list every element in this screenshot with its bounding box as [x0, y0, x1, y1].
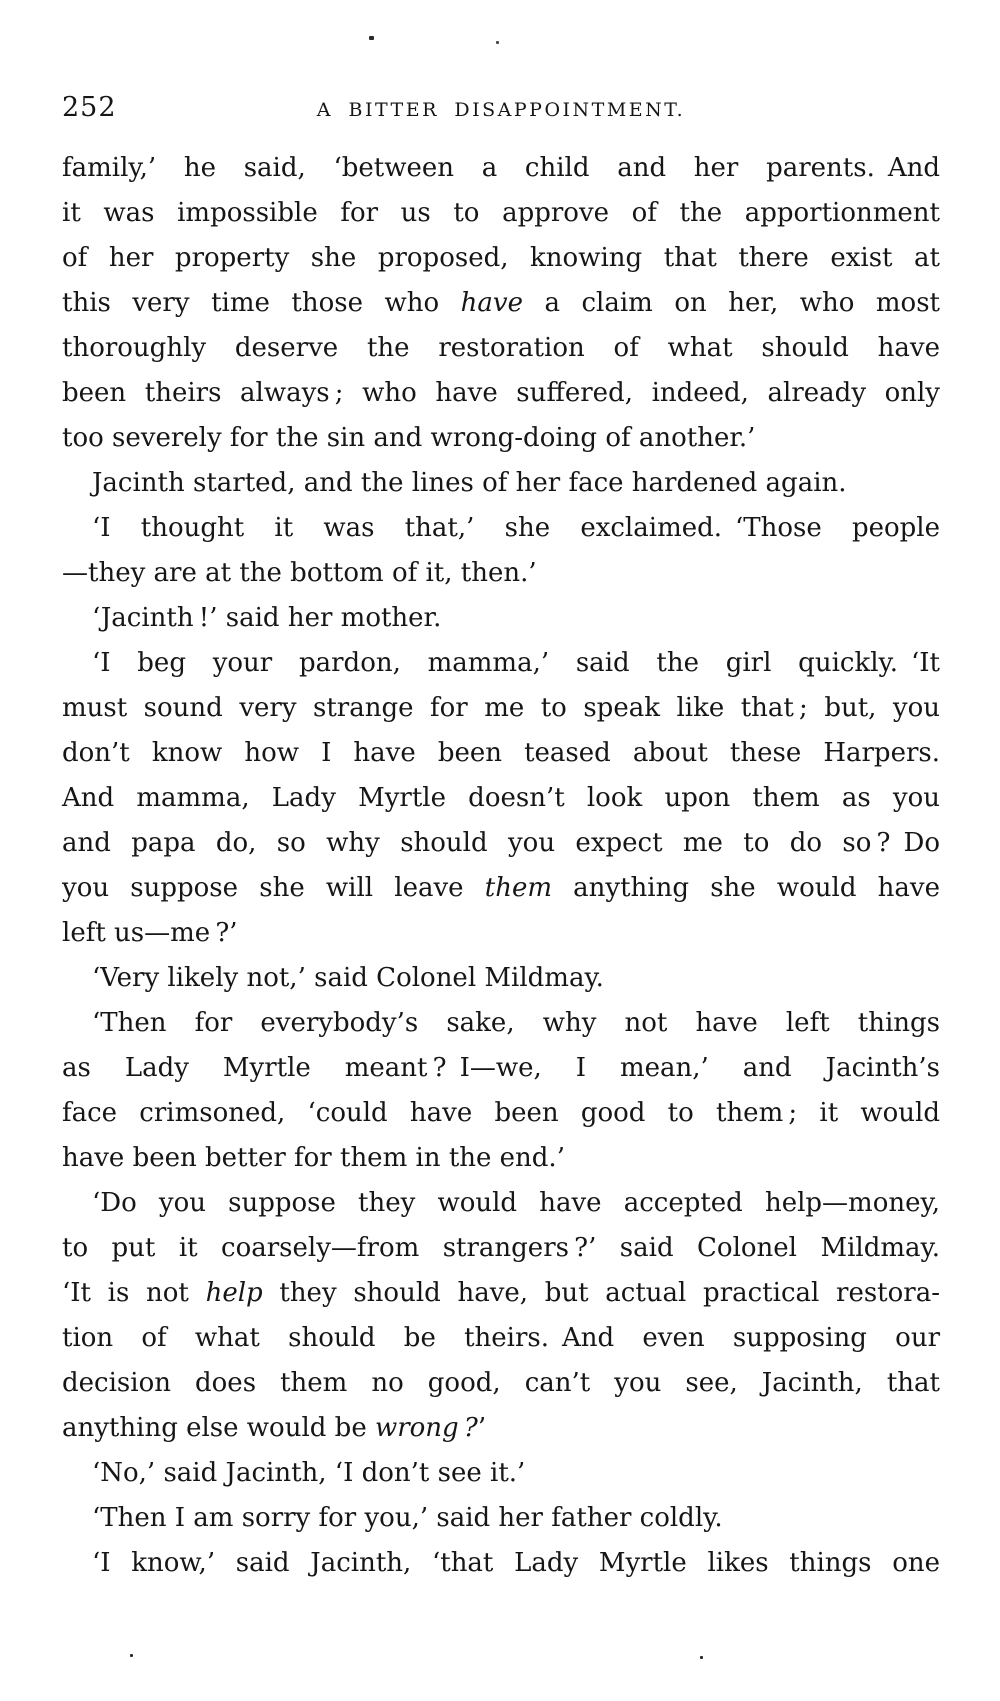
text-line [62, 821, 940, 866]
text-line [62, 146, 940, 191]
text-segment: family,’ he said, ‘between a child and her parents. And [62, 153, 940, 183]
text-line [62, 911, 940, 956]
text-segment: ‘Then I am sorry for you,’ said her father coldly. [92, 1503, 723, 1533]
text-segment: ‘No,’ said Jacinth, ‘I don’t see it.’ [92, 1458, 526, 1488]
text-line [62, 641, 940, 686]
text-line [62, 551, 940, 596]
text-line [62, 1316, 940, 1361]
text-line [62, 686, 940, 731]
text-segment: and papa do, so why should you expect me to do so ? Do [62, 828, 940, 858]
text-segment: ‘Very likely not,’ said Colonel Mildmay. [92, 963, 604, 993]
text-line [62, 281, 940, 326]
text-segment: too severely for the sin and wrong-doing of another.’ [62, 423, 756, 453]
text-line [62, 1361, 940, 1406]
text-segment: ‘I thought it was that,’ she exclaimed. ‘Those people [92, 513, 940, 543]
text-segment: Jacinth started, and the lines of her face hardened again. [92, 468, 847, 498]
text-segment: tion of what should be theirs. And even supposing our [62, 1323, 940, 1353]
text-line [62, 1136, 940, 1181]
text-segment: you suppose she will leave [62, 873, 485, 903]
text-line [62, 731, 940, 776]
text-block [62, 146, 940, 1586]
scan-speck [130, 1654, 133, 1657]
text-line [62, 866, 940, 911]
text-line [62, 1226, 940, 1271]
text-line [62, 1001, 940, 1046]
text-line [62, 1406, 940, 1451]
text-segment: thoroughly deserve the restoration of what should have [62, 333, 940, 363]
text-line [62, 461, 940, 506]
text-segment: a claim on her, who most [522, 288, 940, 318]
text-line [62, 1271, 940, 1316]
text-segment: —they are at the bottom of it, then.’ [62, 558, 537, 588]
text-line [62, 506, 940, 551]
text-line [62, 1181, 940, 1226]
running-head [62, 92, 940, 128]
text-segment: anything she would have [551, 873, 940, 903]
text-segment: ‘Then for everybody’s sake, why not have left things [92, 1008, 940, 1038]
text-segment: been theirs always ; who have suffered, indeed, already only [62, 378, 940, 408]
text-segment: ‘Do you suppose they would have accepted help—money, [92, 1188, 940, 1218]
text-segment: it was impossible for us to approve of the apportionment [62, 198, 940, 228]
running-header-title: A BITTER DISAPPOINTMENT. [316, 99, 686, 121]
text-line [62, 191, 940, 236]
text-segment: ‘I beg your pardon, mamma,’ said the girl quickly. ‘It [92, 648, 940, 678]
text-segment: decision does them no good, can’t you see, Jacinth, that [62, 1368, 940, 1398]
text-line [62, 371, 940, 416]
text-line [62, 776, 940, 821]
text-segment: must sound very strange for me to speak like that ; but, you [62, 693, 940, 723]
text-line [62, 596, 940, 641]
text-segment: they should have, but actual practical restora- [262, 1278, 940, 1308]
text-segment: as Lady Myrtle meant ? I—we, I mean,’ and Jacinth’s [62, 1053, 940, 1083]
page-number: 252 [62, 92, 117, 123]
text-line [62, 1496, 940, 1541]
text-segment: have been better for them in the end.’ [62, 1143, 565, 1173]
text-line [62, 1091, 940, 1136]
text-line [62, 1046, 940, 1091]
text-segment: don’t know how I have been teased about these Harpers. [62, 738, 940, 768]
text-segment: ‘Jacinth !’ said her mother. [92, 603, 442, 633]
text-line [62, 1541, 940, 1586]
text-segment: ‘I know,’ said Jacinth, ‘that Lady Myrtle likes things one [92, 1548, 940, 1578]
text-segment: And mamma, Lady Myrtle doesn’t look upon them as you [62, 783, 940, 813]
italic-text-segment: wrong ? [374, 1413, 478, 1443]
text-segment: of her property she proposed, knowing that there exist at [62, 243, 940, 273]
text-segment: ’ [477, 1413, 487, 1443]
text-segment: left us—me ?’ [62, 918, 238, 948]
text-line [62, 1451, 940, 1496]
italic-text-segment: them [484, 873, 552, 903]
text-line [62, 956, 940, 1001]
scan-speck [700, 1656, 703, 1659]
italic-text-segment: have [460, 288, 523, 318]
italic-text-segment: help [205, 1278, 263, 1308]
text-segment: anything else would be [62, 1413, 375, 1443]
text-segment: ‘It is not [62, 1278, 206, 1308]
text-line [62, 416, 940, 461]
text-segment: to put it coarsely—from strangers ?’ said Colonel Mildmay. [62, 1233, 940, 1263]
text-line [62, 236, 940, 281]
text-line [62, 326, 940, 371]
scan-speck [496, 41, 499, 44]
scan-speck [369, 36, 374, 40]
text-segment: face crimsoned, ‘could have been good to them ; it would [62, 1098, 940, 1128]
text-segment: this very time those who [62, 288, 461, 318]
